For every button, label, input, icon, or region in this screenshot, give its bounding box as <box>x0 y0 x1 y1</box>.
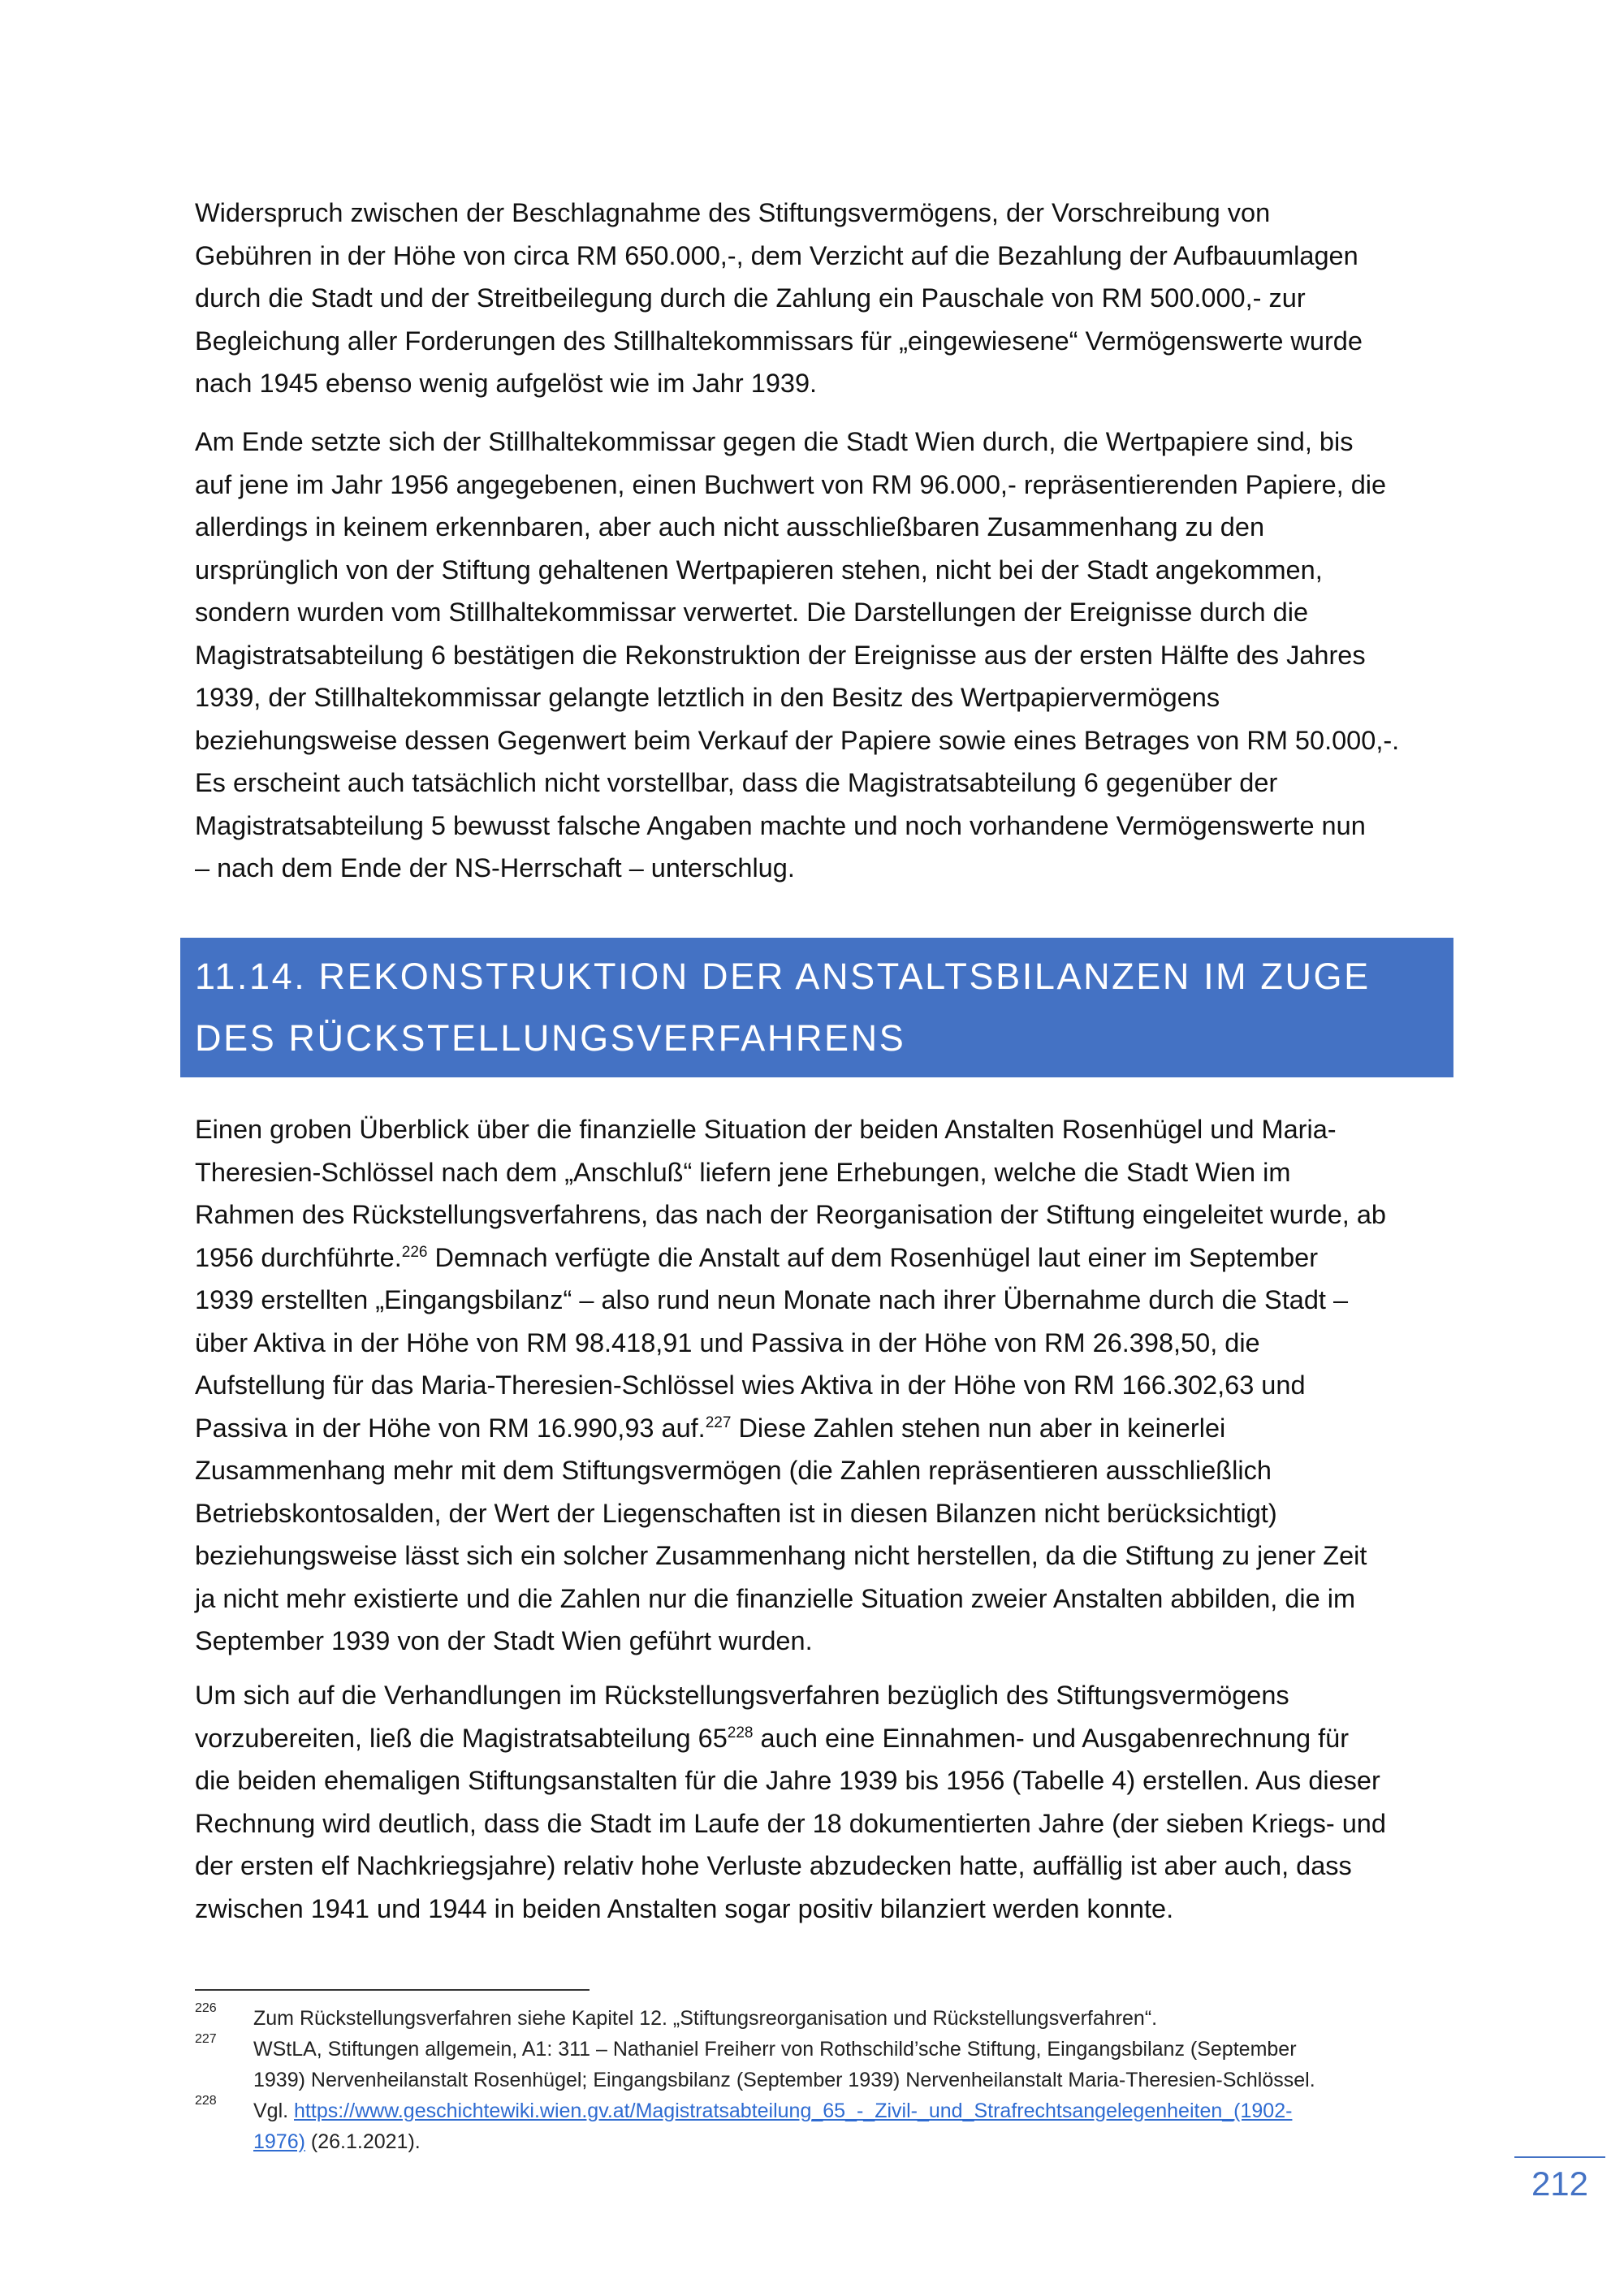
page-number: 212 <box>1531 2164 1589 2203</box>
text-line: – nach dem Ende der NS-Herrschaft – unterschlug. <box>195 853 795 883</box>
paragraph-2 <box>195 421 1441 890</box>
geschichtewiki-link[interactable]: https://www.geschichtewiki.wien.gv.at/Magistratsabteilung_65_-_Zivil-_und_Strafrechtsangelegenheiten_(1902- <box>294 2100 1293 2122</box>
text-line: Um sich auf die Verhandlungen im Rückstellungsverfahren bezüglich des Stiftungsvermögens <box>195 1681 1289 1710</box>
text-line: Rechnung wird deutlich, dass die Stadt im Laufe der 18 dokumentierten Jahre (der sieben Kriegs- und <box>195 1808 1386 1838</box>
text-line: ja nicht mehr existierte und die Zahlen nur die finanzielle Situation zweier Anstalten abbilden, die im <box>195 1583 1356 1613</box>
footnote-ref-226[interactable]: 226 <box>401 1243 428 1261</box>
text-fragment: auch eine Einnahmen- und Ausgabenrechnung für <box>753 1723 1350 1753</box>
text-line <box>195 1717 1441 1760</box>
text-line: allerdings in keinem erkennbaren, aber auch nicht ausschließbaren Zusammenhang zu den <box>195 512 1265 542</box>
footnote-number: 226 <box>195 2001 217 2015</box>
text-line: Am Ende setzte sich der Stillhaltekommissar gegen die Stadt Wien durch, die Wertpapiere sind, bis <box>195 427 1354 456</box>
geschichtewiki-link-continued[interactable]: 1976) <box>253 2130 305 2153</box>
text-fragment: Passiva in der Höhe von RM 16.990,93 auf. <box>195 1413 706 1443</box>
footnote-text: WStLA, Stiftungen allgemein, A1: 311 – Nathaniel Freiherr von Rothschild’sche Stiftung, Eingangsbilanz (September <box>253 2038 1297 2061</box>
text-line: Es erscheint auch tatsächlich nicht vorstellbar, dass die Magistratsabteilung 6 gegenüber der <box>195 768 1278 797</box>
text-line: Theresien-Schlössel nach dem „Anschluß“ liefern jene Erhebungen, welche die Stadt Wien im <box>195 1157 1291 1187</box>
text-line: sondern wurden vom Stillhaltekommissar verwertet. Die Darstellungen der Ereignisse durch die <box>195 598 1309 627</box>
footnote-ref-227[interactable]: 227 <box>705 1413 732 1431</box>
text-line: Begleichung aller Forderungen des Stillhaltekommissars für „eingewiesene“ Vermögenswerte wurde <box>195 326 1363 356</box>
section-heading-11-14 <box>180 938 1453 1077</box>
text-line: Widerspruch zwischen der Beschlagnahme des Stiftungsvermögens, der Vorschreibung von <box>195 198 1271 227</box>
footnote-number: 227 <box>195 2032 217 2046</box>
text-fragment: Diese Zahlen stehen nun aber in keinerlei <box>731 1413 1226 1443</box>
text-fragment: vorzubereiten, ließ die Magistratsabteilung 65 <box>195 1723 728 1753</box>
text-fragment: 1956 durchführte. <box>195 1242 402 1272</box>
text-line: nach 1945 ebenso wenig aufgelöst wie im Jahr 1939. <box>195 369 818 398</box>
text-line: der ersten elf Nachkriegsjahre) relativ hohe Verluste abzudecken hatte, auffällig ist aber auch, dass <box>195 1851 1352 1880</box>
text-line: ursprünglich von der Stiftung gehaltenen Wertpapieren stehen, nicht bei der Stadt angekommen, <box>195 555 1323 585</box>
text-line: 1939, der Stillhaltekommissar gelangte letztlich in den Besitz des Wertpapiervermögens <box>195 683 1220 712</box>
footnote-suffix: (26.1.2021). <box>304 2130 421 2153</box>
section-heading-line: 11.14. REKONSTRUKTION DER ANSTALTSBILANZEN IM ZUGE <box>195 956 1371 997</box>
text-line: über Aktiva in der Höhe von RM 98.418,91 und Passiva in der Höhe von RM 26.398,50, die <box>195 1327 1260 1357</box>
text-line: durch die Stadt und der Streitbeilegung durch die Zahlung ein Pauschale von RM 500.000,- zur <box>195 283 1306 313</box>
text-line <box>195 1407 1441 1450</box>
text-line: Magistratsabteilung 5 bewusst falsche Angaben machte und noch vorhandene Vermögenswerte nun <box>195 810 1366 840</box>
text-line: Zusammenhang mehr mit dem Stiftungsvermögen (die Zahlen repräsentieren ausschließlich <box>195 1456 1272 1485</box>
footnote-text: Zum Rückstellungsverfahren siehe Kapitel 12. „Stiftungsreorganisation und Rückstellungsverfahren“. <box>253 2007 1158 2030</box>
text-line: zwischen 1941 und 1944 in beiden Anstalten sogar positiv bilanziert werden konnte. <box>195 1893 1174 1923</box>
footnote-prefix: Vgl. <box>253 2100 295 2122</box>
footnote-separator <box>195 1989 590 1991</box>
text-line: September 1939 von der Stadt Wien geführt wurden. <box>195 1626 813 1655</box>
footnote-text-line <box>253 2095 1447 2126</box>
text-line: beziehungsweise lässt sich ein solcher Zusammenhang nicht herstellen, da die Stiftung zu jener Zeit <box>195 1541 1367 1570</box>
text-line: 1939 erstellten „Eingangsbilanz“ – also rund neun Monate nach ihrer Übernahme durch die Stadt – <box>195 1285 1349 1314</box>
footnote-number: 228 <box>195 2094 217 2108</box>
text-line: Aufstellung für das Maria-Theresien-Schlössel wies Aktiva in der Höhe von RM 166.302,63 und <box>195 1370 1306 1400</box>
paragraph-1 <box>195 192 1441 405</box>
text-line: beziehungsweise dessen Gegenwert beim Verkauf der Papiere sowie eines Betrages von RM 50.000,-. <box>195 725 1400 755</box>
section-heading-line: DES RÜCKSTELLUNGSVERFAHRENS <box>195 1017 906 1059</box>
text-line: Einen groben Überblick über die finanzielle Situation der beiden Anstalten Rosenhügel und Maria- <box>195 1115 1337 1144</box>
footnote-text: 1939) Nervenheilanstalt Rosenhügel; Eingangsbilanz (September 1939) Nervenheilanstalt Maria-Theresien-Schlössel. <box>253 2069 1315 2091</box>
footnote-ref-228[interactable]: 228 <box>727 1724 754 1741</box>
text-line: auf jene im Jahr 1956 angegebenen, einen Buchwert von RM 96.000,- repräsentierenden Papiere, die <box>195 469 1387 499</box>
text-line: Gebühren in der Höhe von circa RM 650.000,-, dem Verzicht auf die Bezahlung der Aufbauumlagen <box>195 240 1358 270</box>
paragraph-4 <box>195 1674 1441 1930</box>
text-line: die beiden ehemaligen Stiftungsanstalten für die Jahre 1939 bis 1956 (Tabelle 4) erstellen. Aus dieser <box>195 1766 1380 1795</box>
footnote-text-line <box>253 2126 1447 2157</box>
text-line <box>195 1236 1441 1280</box>
text-line: Rahmen des Rückstellungsverfahrens, das nach der Reorganisation der Stiftung eingeleitet wurde, ab <box>195 1200 1386 1229</box>
page-number-rule <box>1514 2156 1605 2158</box>
text-line: Magistratsabteilung 6 bestätigen die Rekonstruktion der Ereignisse aus der ersten Hälfte des Jahres <box>195 640 1366 670</box>
text-fragment: Demnach verfügte die Anstalt auf dem Rosenhügel laut einer im September <box>427 1242 1319 1272</box>
text-line: Betriebskontosalden, der Wert der Liegenschaften ist in diesen Bilanzen nicht berücksichtigt) <box>195 1498 1277 1528</box>
paragraph-3 <box>195 1108 1441 1663</box>
